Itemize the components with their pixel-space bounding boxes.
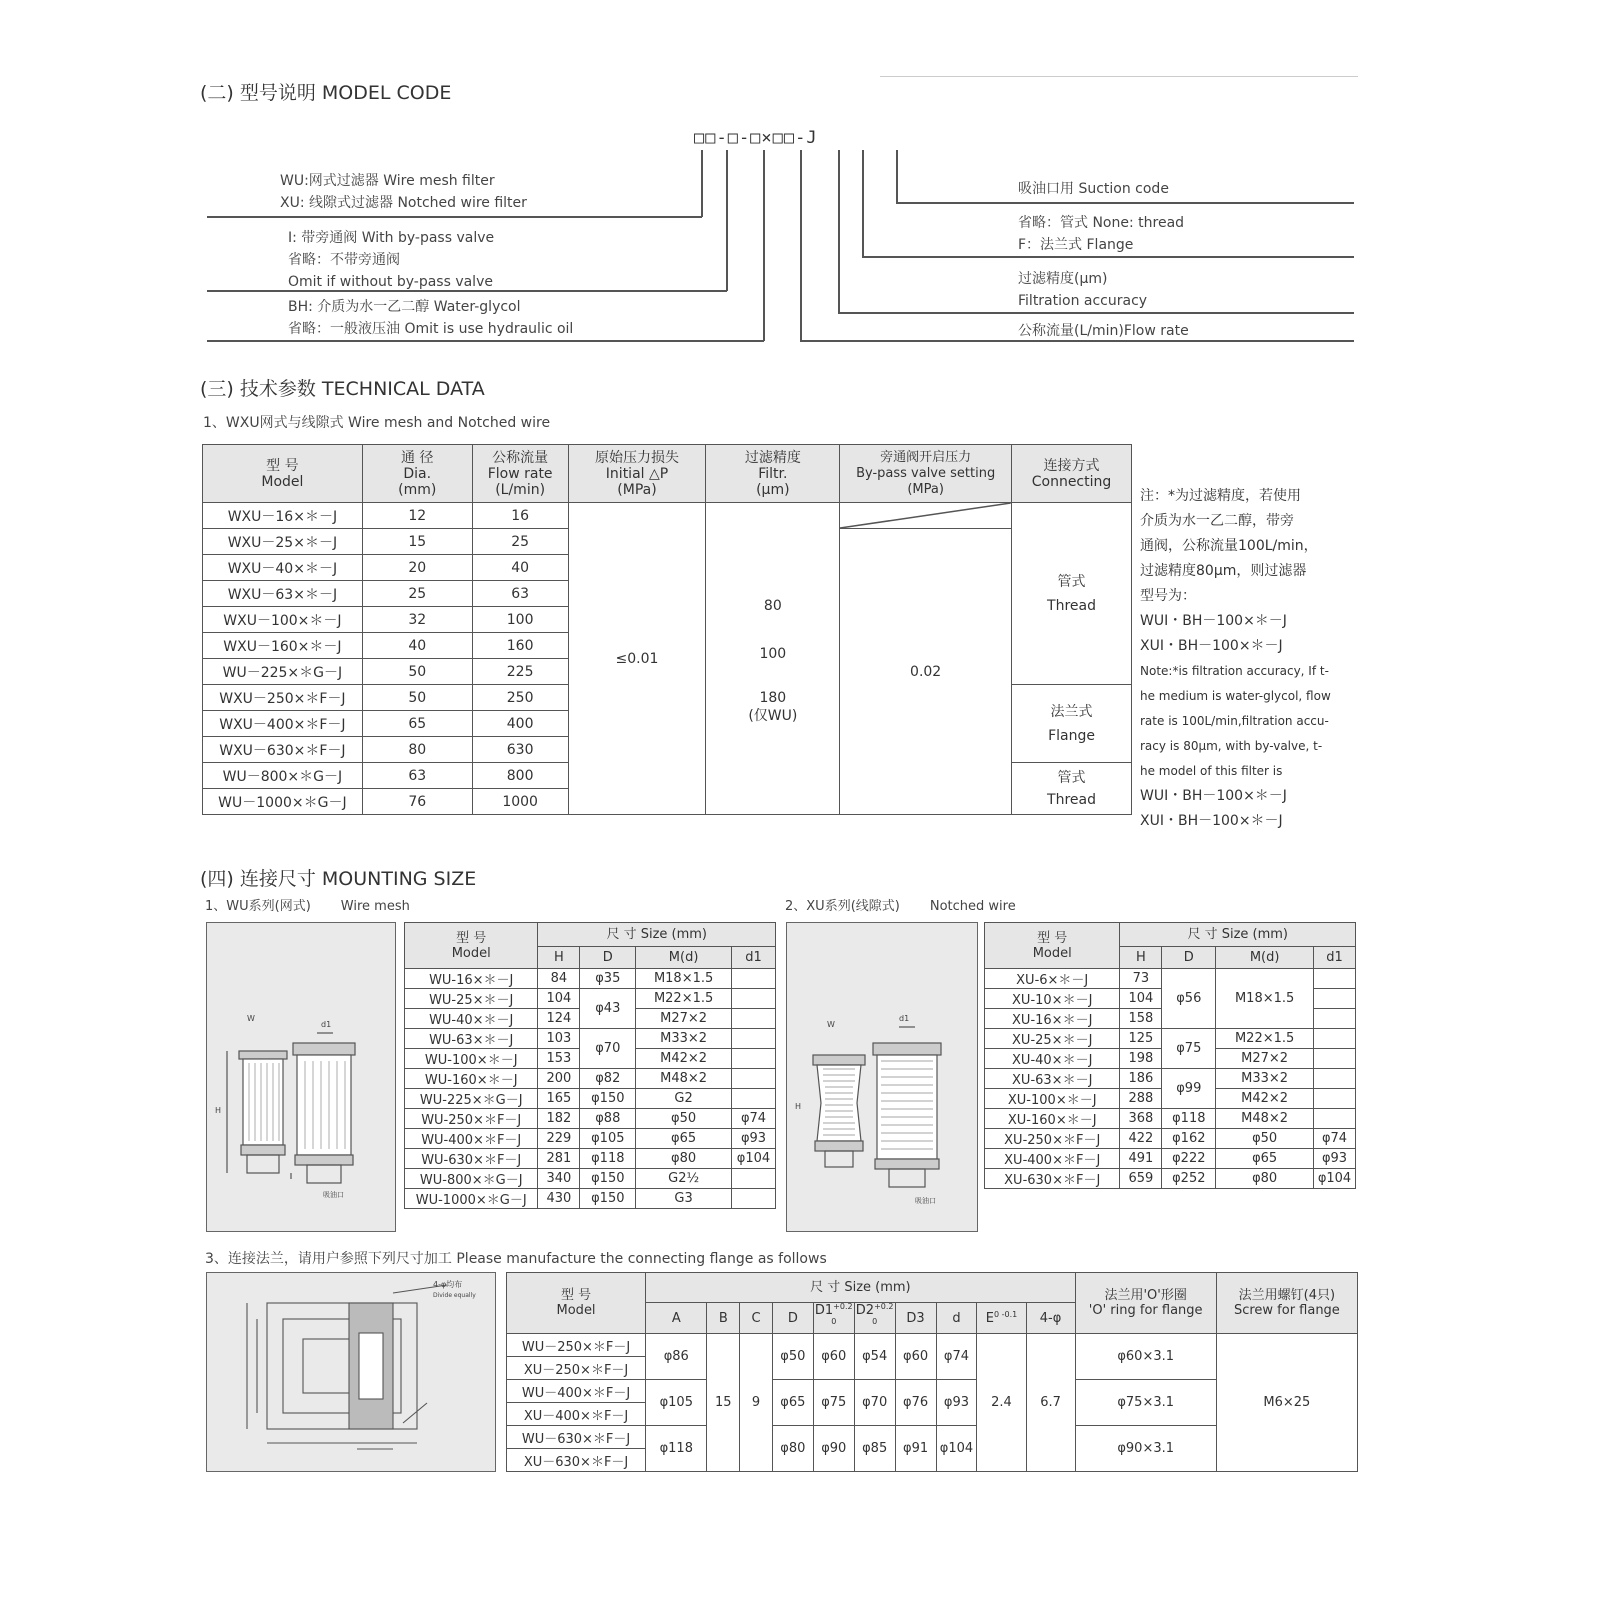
col-header-model: 型 号 Model (507, 1273, 646, 1334)
h-label: H (795, 1102, 802, 1111)
cell-h: 103 (538, 1029, 580, 1049)
technical-data-title: (三) 技术参数 TECHNICAL DATA (200, 378, 485, 400)
model-code-pattern: □□-□-□×□□-J (694, 128, 818, 148)
cell-d3: φ76 (895, 1380, 936, 1426)
cell-m: G2 (636, 1089, 732, 1109)
table-row-model: WU-25×＊－J (405, 989, 538, 1009)
cell-m: M42×2 (1216, 1089, 1314, 1109)
cell-d: φ222 (1162, 1149, 1216, 1169)
cell-h: 659 (1120, 1169, 1162, 1189)
cell-screw: M6×25 (1216, 1334, 1357, 1472)
table-row-model: XU-250×＊F－J (985, 1129, 1120, 1149)
table-row-flow: 16 (472, 503, 568, 529)
cell-m: M33×2 (1216, 1069, 1314, 1089)
table-row-flow: 40 (472, 555, 568, 581)
cell-h: 200 (538, 1069, 580, 1089)
cell-a: φ118 (646, 1426, 707, 1472)
table-row-model: WXU－160×＊－J (203, 633, 363, 659)
code-connection-label: 省略：管式 None: thread F：法兰式 Flange (1018, 215, 1185, 253)
table-row-model: WXU－63×＊－J (203, 581, 363, 607)
cell-m: φ80 (636, 1149, 732, 1169)
table-row-model: WXU－100×＊－J (203, 607, 363, 633)
wu-subtitle: 1、WU系列(网式) Wire mesh (205, 899, 410, 914)
col-header-d: D (1162, 947, 1216, 969)
suction-label: 吸油口 (915, 1197, 936, 1205)
w-label: W (247, 1014, 255, 1023)
code-suction-label: 吸油口用 Suction code (1018, 181, 1169, 197)
col-header-c: C (740, 1303, 773, 1334)
cell-m: G2½ (636, 1169, 732, 1189)
cell-d: φ150 (580, 1089, 636, 1109)
cell-d: φ150 (580, 1169, 636, 1189)
cell-m: φ65 (636, 1129, 732, 1149)
cell-m: φ80 (1216, 1169, 1314, 1189)
table-row-flow: 100 (472, 607, 568, 633)
cell-h: 491 (1120, 1149, 1162, 1169)
table-row-model: XU-100×＊－J (985, 1089, 1120, 1109)
table-row-model: WU-16×＊－J (405, 969, 538, 989)
cell-d-small: φ93 (936, 1380, 977, 1426)
cell-d1 (732, 1049, 776, 1069)
cell-a: φ86 (646, 1334, 707, 1380)
suction-label: 吸油口 (323, 1191, 344, 1199)
table-row-model: WU-800×＊G－J (405, 1169, 538, 1189)
cell-d: φ35 (580, 969, 636, 989)
initial-dp-value: ≤0.01 (568, 503, 706, 815)
cell-c: 9 (740, 1334, 773, 1472)
code-line (800, 340, 1354, 342)
table-row-dia: 25 (362, 581, 472, 607)
table-row-dia: 15 (362, 529, 472, 555)
table-row-flow: 160 (472, 633, 568, 659)
cell-m: M22×1.5 (636, 989, 732, 1009)
code-line (207, 340, 764, 342)
technical-data-table (202, 444, 1132, 815)
cell-h: 288 (1120, 1089, 1162, 1109)
table-row-dia: 20 (362, 555, 472, 581)
code-line (207, 290, 727, 292)
cell-d: φ150 (580, 1189, 636, 1209)
table-row-model: WU-225×＊G－J (405, 1089, 538, 1109)
cell-d: φ70 (580, 1029, 636, 1069)
cell-d: φ88 (580, 1109, 636, 1129)
cell-h: 186 (1120, 1069, 1162, 1089)
col-header-model: 型 号 Model (985, 923, 1120, 969)
cell-m: M48×2 (1216, 1109, 1314, 1129)
bypass-diagonal-cell (840, 503, 1012, 529)
col-header-d1: $D1^{+0.2 0}$ (813, 1303, 854, 1334)
table-row-model: WU－400×＊F－J (507, 1380, 646, 1403)
table-row-model: XU－630×＊F－J (507, 1449, 646, 1472)
cell-m: φ50 (1216, 1129, 1314, 1149)
flange-subtitle: 3、连接法兰，请用户参照下列尺寸加工 Please manufacture the connecting flange as follows (205, 1251, 827, 1267)
code-line (763, 150, 765, 341)
cell-d: φ65 (772, 1380, 813, 1426)
cell-h: 124 (538, 1009, 580, 1029)
table-row-model: XU-160×＊－J (985, 1109, 1120, 1129)
cell-d1 (1314, 1029, 1356, 1049)
table-row-flow: 63 (472, 581, 568, 607)
col-header-oring: 法兰用'O'形圈 'O' ring for flange (1075, 1273, 1216, 1334)
cell-d: φ80 (772, 1426, 813, 1472)
cell-d1 (1314, 1109, 1356, 1129)
cell-h: 430 (538, 1189, 580, 1209)
connecting-thread-2: 管式 Thread (1012, 763, 1132, 815)
cell-d1 (732, 1029, 776, 1049)
cell-m: M18×1.5 (1216, 969, 1314, 1029)
xu-filter-drawing (787, 923, 977, 1231)
table-row-model: WU-40×＊－J (405, 1009, 538, 1029)
cell-m: G3 (636, 1189, 732, 1209)
table-row-dia: 40 (362, 633, 472, 659)
table-row-dia: 76 (362, 789, 472, 815)
col-header-dia: 通 径 Dia. (mm) (362, 445, 472, 503)
cell-m: M22×1.5 (1216, 1029, 1314, 1049)
col-header-b: B (707, 1303, 740, 1334)
table-row-dia: 50 (362, 685, 472, 711)
col-header-m: M(d) (1216, 947, 1314, 969)
col-header-size: 尺 寸 Size (mm) (646, 1273, 1076, 1303)
cell-m: M27×2 (1216, 1049, 1314, 1069)
w-label: W (827, 1020, 835, 1029)
table-row-dia: 50 (362, 659, 472, 685)
cell-d1: φ60 (813, 1334, 854, 1380)
cell-d1 (1314, 1049, 1356, 1069)
cell-d: φ50 (772, 1334, 813, 1380)
cell-m: M42×2 (636, 1049, 732, 1069)
table-row-dia: 80 (362, 737, 472, 763)
filtr-values: 80 100 180 (仅WU) (706, 503, 840, 815)
col-header-screw: 法兰用螺钉(4只) Screw for flange (1216, 1273, 1357, 1334)
table-row-model: WXU－630×＊F－J (203, 737, 363, 763)
table-row-model: XU-25×＊－J (985, 1029, 1120, 1049)
cell-h: 368 (1120, 1109, 1162, 1129)
code-line (896, 202, 1354, 204)
cell-d3: φ91 (895, 1426, 936, 1472)
cell-d1 (1314, 969, 1356, 989)
table-row-model: WU-630×＊F－J (405, 1149, 538, 1169)
cell-h: 198 (1120, 1049, 1162, 1069)
table-row-flow: 25 (472, 529, 568, 555)
table-row-model: WU－225×＊G－J (203, 659, 363, 685)
cell-h: 281 (538, 1149, 580, 1169)
cell-d-small: φ104 (936, 1426, 977, 1472)
wu-mounting-table (404, 922, 776, 1209)
code-type-label: WU:网式过滤器 Wire mesh filter XU: 线隙式过滤器 Notched wire filter (280, 173, 527, 211)
cell-oring: φ90×3.1 (1075, 1426, 1216, 1472)
col-header-h: H (538, 947, 580, 969)
technical-data-subtitle: 1、WXU网式与线隙式 Wire mesh and Notched wire (203, 415, 551, 431)
cell-d-small: φ74 (936, 1334, 977, 1380)
table-row-model: WU-100×＊－J (405, 1049, 538, 1069)
col-header-h: H (1120, 947, 1162, 969)
model-code-title: (二) 型号说明 MODEL CODE (200, 82, 452, 104)
table-row-model: WU－250×＊F－J (507, 1334, 646, 1357)
cell-h: 153 (538, 1049, 580, 1069)
cell-d: φ99 (1162, 1069, 1216, 1109)
table-row-model: WU-1000×＊G－J (405, 1189, 538, 1209)
col-header-initial-dp: 原始压力损失 Initial △P (MPa) (568, 445, 706, 503)
code-line (838, 312, 1354, 314)
cell-m: M33×2 (636, 1029, 732, 1049)
table-row-model: XU-6×＊－J (985, 969, 1120, 989)
table-row-flow: 800 (472, 763, 568, 789)
col-header-d2: $D2^{+0.2 0}$ (854, 1303, 895, 1334)
cell-m: φ50 (636, 1109, 732, 1129)
table-row-flow: 400 (472, 711, 568, 737)
col-header-filtr: 过滤精度 Filtr. (μm) (706, 445, 840, 503)
col-header-d3: D3 (895, 1303, 936, 1334)
table-row-model: XU-400×＊F－J (985, 1149, 1120, 1169)
wu-drawing (206, 922, 396, 1232)
header-rule (880, 76, 1358, 80)
cell-m: M18×1.5 (636, 969, 732, 989)
code-line (726, 150, 728, 291)
d1-label: d1 (321, 1020, 332, 1029)
cell-d: φ82 (580, 1069, 636, 1089)
flange-hole-label: 4-φ均布 (433, 1280, 463, 1289)
col-header-size: 尺 寸 Size (mm) (1120, 923, 1356, 947)
table-row-dia: 63 (362, 763, 472, 789)
col-header-connecting: 连接方式 Connecting (1012, 445, 1132, 503)
cell-d1 (1314, 1009, 1356, 1029)
cell-d2: φ85 (854, 1426, 895, 1472)
cell-m: M27×2 (636, 1009, 732, 1029)
table-row-model: WXU－40×＊－J (203, 555, 363, 581)
table-row-model: WXU－16×＊－J (203, 503, 363, 529)
cell-h: 340 (538, 1169, 580, 1189)
code-line (862, 256, 1354, 258)
flange-drawing (206, 1272, 496, 1472)
cell-h: 182 (538, 1109, 580, 1129)
cell-h: 165 (538, 1089, 580, 1109)
table-row-model: XU－400×＊F－J (507, 1403, 646, 1426)
cell-d1 (1314, 1089, 1356, 1109)
d1-label: d1 (899, 1014, 910, 1023)
table-row-model: XU－250×＊F－J (507, 1357, 646, 1380)
cell-h: 73 (1120, 969, 1162, 989)
table-row-flow: 250 (472, 685, 568, 711)
table-row-model: WU-63×＊－J (405, 1029, 538, 1049)
cell-d: φ162 (1162, 1129, 1216, 1149)
cell-h: 104 (538, 989, 580, 1009)
cell-d1: φ75 (813, 1380, 854, 1426)
flange-table (506, 1272, 1358, 1472)
cell-oring: φ75×3.1 (1075, 1380, 1216, 1426)
cell-d1: φ104 (1314, 1169, 1356, 1189)
table-row-flow: 225 (472, 659, 568, 685)
cell-m: M48×2 (636, 1069, 732, 1089)
cell-d: φ43 (580, 989, 636, 1029)
code-line (207, 216, 702, 218)
code-line (800, 150, 802, 341)
col-header-d: D (580, 947, 636, 969)
col-header-m: M(d) (636, 947, 732, 969)
cell-d1: φ74 (1314, 1129, 1356, 1149)
cell-h: 104 (1120, 989, 1162, 1009)
col-header-e: $E^{0 -0.1}$ (977, 1303, 1026, 1334)
table-row-dia: 65 (362, 711, 472, 737)
xu-drawing (786, 922, 978, 1232)
table-row-flow: 1000 (472, 789, 568, 815)
table-row-model: XU-40×＊－J (985, 1049, 1120, 1069)
cell-d1: φ93 (1314, 1149, 1356, 1169)
cell-d1: φ104 (732, 1149, 776, 1169)
code-flowrate-label: 公称流量(L/min)Flow rate (1018, 323, 1189, 339)
cell-d1: φ93 (732, 1129, 776, 1149)
cell-h: 125 (1120, 1029, 1162, 1049)
table-row-model: XU-10×＊－J (985, 989, 1120, 1009)
cell-d1 (732, 1089, 776, 1109)
cell-oring: φ60×3.1 (1075, 1334, 1216, 1380)
cell-a: φ105 (646, 1380, 707, 1426)
cell-d1: φ74 (732, 1109, 776, 1129)
col-header-model: 型 号 Model (405, 923, 538, 969)
bypass-value: 0.02 (840, 529, 1012, 815)
col-header-d: D (772, 1303, 813, 1334)
diagonal-line (840, 503, 1011, 528)
cell-d1 (732, 1189, 776, 1209)
table-row-flow: 630 (472, 737, 568, 763)
cell-d: φ105 (580, 1129, 636, 1149)
technical-note: 注：*为过滤精度，若使用 介质为水一乙二醇，带旁 通阀，公称流量100L/min， 过滤精度80μm，则过滤器 型号为： WUI・BH－100×＊－J XUI・BH－100×＊－J Note:*is filtration accuracy, If t- he medium is water-glycol, flow rate is 100L/min,filtration accu- racy is 80μm, with by-valve, t- he model of this filter is WUI・BH－100×＊－J XUI・BH－100×＊－J (1140, 488, 1331, 829)
table-row-model: WXU－25×＊－J (203, 529, 363, 555)
code-line (838, 150, 840, 313)
table-row-model: WXU－400×＊F－J (203, 711, 363, 737)
cell-d1 (1314, 989, 1356, 1009)
col-header-d-small: d (936, 1303, 977, 1334)
col-header-size: 尺 寸 Size (mm) (538, 923, 776, 947)
connecting-flange: 法兰式 Flange (1012, 685, 1132, 763)
col-header-d1: d1 (1314, 947, 1356, 969)
code-medium-label: BH: 介质为水一乙二醇 Water-glycol 省略：一般液压油 Omit is use hydraulic oil (288, 299, 574, 337)
cell-e: 2.4 (977, 1334, 1026, 1472)
col-header-bypass: 旁通阀开启压力 By-pass valve setting (MPa) (840, 445, 1012, 503)
cell-d: φ56 (1162, 969, 1216, 1029)
cell-d: φ252 (1162, 1169, 1216, 1189)
table-row-model: XU-630×＊F－J (985, 1169, 1120, 1189)
table-row-model: WU－800×＊G－J (203, 763, 363, 789)
code-line (701, 150, 703, 217)
cell-d1 (732, 1169, 776, 1189)
cell-d: φ118 (580, 1149, 636, 1169)
cell-d: φ75 (1162, 1029, 1216, 1069)
cell-d1: φ90 (813, 1426, 854, 1472)
xu-mounting-table (984, 922, 1356, 1189)
table-row-model: WU-160×＊－J (405, 1069, 538, 1089)
cell-d1 (1314, 1069, 1356, 1089)
cell-d1 (732, 989, 776, 1009)
connecting-thread: 管式 Thread (1012, 503, 1132, 685)
cell-h: 84 (538, 969, 580, 989)
code-line (862, 150, 864, 257)
table-row-model: WU－630×＊F－J (507, 1426, 646, 1449)
col-header-hole: 4-φ (1026, 1303, 1075, 1334)
table-row-model: WXU－250×＊F－J (203, 685, 363, 711)
cell-d2: φ54 (854, 1334, 895, 1380)
xu-subtitle: 2、XU系列(线隙式) Notched wire (785, 899, 1016, 914)
cell-d1 (732, 1069, 776, 1089)
table-row-model: XU-16×＊－J (985, 1009, 1120, 1029)
code-line (896, 150, 898, 203)
code-bypass-label: I: 带旁通阀 With by-pass valve 省略：不带旁通阀 Omit if without by-pass valve (288, 230, 495, 290)
col-header-a: A (646, 1303, 707, 1334)
flange-section-drawing (207, 1273, 495, 1471)
cell-hole: 6.7 (1026, 1334, 1075, 1472)
cell-d1 (732, 1009, 776, 1029)
table-row-model: WU-250×＊F－J (405, 1109, 538, 1129)
col-header-flow: 公称流量 Flow rate (L/min) (472, 445, 568, 503)
cell-h: 422 (1120, 1129, 1162, 1149)
table-row-model: WU－1000×＊G－J (203, 789, 363, 815)
cell-h: 158 (1120, 1009, 1162, 1029)
cell-d3: φ60 (895, 1334, 936, 1380)
cell-d2: φ70 (854, 1380, 895, 1426)
cell-h: 229 (538, 1129, 580, 1149)
cell-b: 15 (707, 1334, 740, 1472)
mounting-size-title: (四) 连接尺寸 MOUNTING SIZE (200, 868, 477, 890)
table-row-dia: 12 (362, 503, 472, 529)
table-row-model: WU-400×＊F－J (405, 1129, 538, 1149)
table-row-model: XU-63×＊－J (985, 1069, 1120, 1089)
cell-d1 (732, 969, 776, 989)
cell-d: φ118 (1162, 1109, 1216, 1129)
cell-m: φ65 (1216, 1149, 1314, 1169)
table-row-dia: 32 (362, 607, 472, 633)
wu-filter-drawing (207, 923, 395, 1231)
flange-hole-label-en: Divide equally (433, 1292, 476, 1299)
h-label: H (215, 1106, 222, 1115)
code-accuracy-label: 过滤精度(μm) Filtration accuracy (1018, 271, 1148, 309)
col-header-model: 型 号 Model (203, 445, 363, 503)
col-header-d1: d1 (732, 947, 776, 969)
